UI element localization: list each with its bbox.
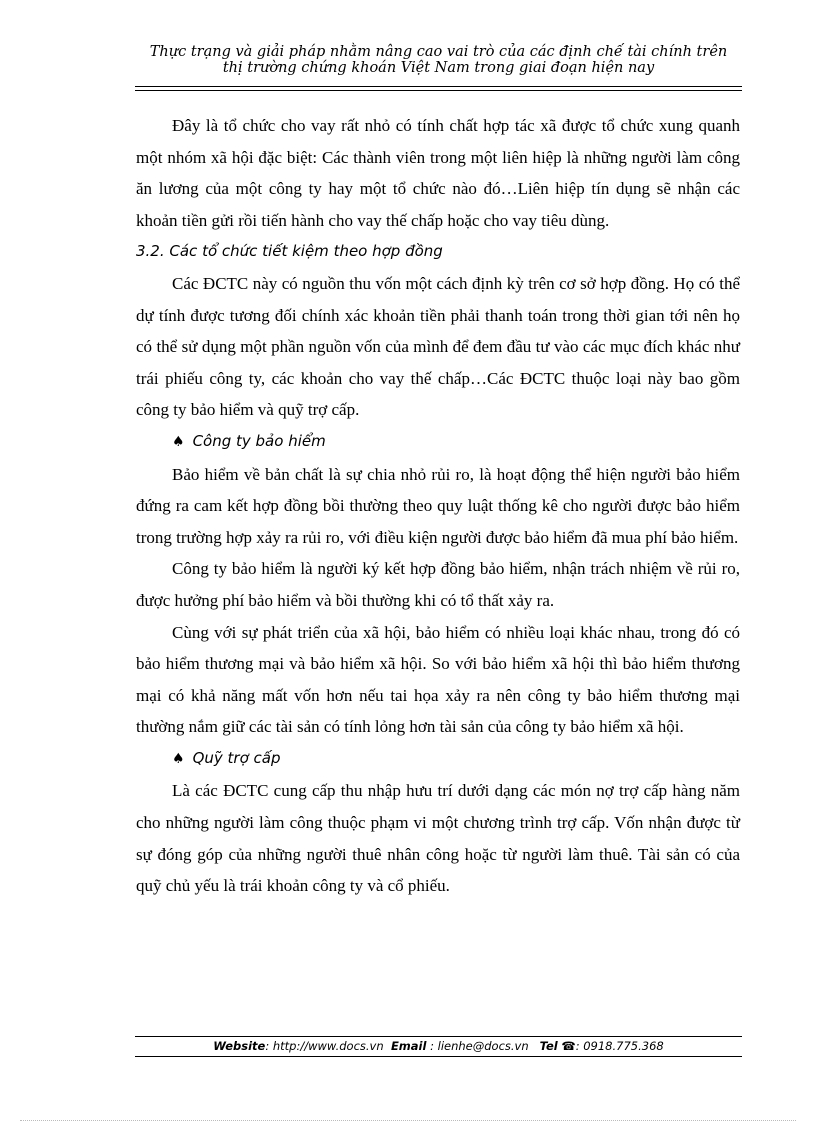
paragraph-insurance-nature: Bảo hiểm về bản chất là sự chia nhỏ rủi ro, là hoạt động thể hiện người bảo hiểm đứng ra cam kết hợp đồng bồi thường theo quy luật thống kê cho người được bảo hiểm trong trường hợp xảy ra rủi ro, với điều kiện người được bảo hiểm đã mua phí bảo hiểm. <box>136 464 740 547</box>
page-header <box>135 44 742 76</box>
bullet-insurance-label: Công ty bảo hiểm <box>192 431 326 450</box>
document-body <box>136 110 740 902</box>
page-edge-dotted <box>20 1120 796 1121</box>
footer-tel-label: Tel <box>539 1039 558 1053</box>
bullet-insurance-company <box>136 426 740 459</box>
footer-email-label: Email <box>390 1039 427 1053</box>
header-line-2: thị trường chứng khoán Việt Nam trong giai đoạn hiện nay <box>222 60 655 76</box>
header-rule-thick <box>135 90 742 91</box>
paragraph-contractual-savings: Các ĐCTC này có nguồn thu vốn một cách định kỳ trên cơ sở hợp đồng. Họ có thể dự tính được tương đối chính xác khoản tiền phải thanh toán trong thời gian tới nên họ có thể sử dụng một phần nguồn vốn của mình để đem đầu tư vào các mục đích khác như trái phiếu công ty, các khoản cho vay thế chấp…Các ĐCTC thuộc loại này bao gồm công ty bảo hiểm và quỹ trợ cấp. <box>136 273 740 420</box>
spade-bullet-icon: ♠ <box>172 433 185 450</box>
phone-icon: ☎ <box>561 1039 576 1053</box>
footer-email-link[interactable]: : lienhe@docs.vn <box>426 1039 529 1053</box>
footer-website-label: Website <box>213 1039 266 1053</box>
footer-website-link[interactable]: : http://www.docs.vn <box>265 1039 384 1053</box>
footer-rule-bottom <box>135 1056 742 1057</box>
bullet-pension-label: Quỹ trợ cấp <box>192 748 281 767</box>
paragraph-credit-union: Đây là tổ chức cho vay rất nhỏ có tính chất hợp tác xã được tổ chức xung quanh một nhóm xã hội đặc biệt: Các thành viên trong một liên hiệp là những người làm công ăn lương của một công ty hay một tổ chức nào đó…Liên hiệp tín dụng sẽ nhận các khoản tiền gửi rồi tiến hành cho vay thế chấp hoặc cho vay tiêu dùng. <box>136 116 740 230</box>
page-footer <box>135 1039 742 1053</box>
footer-tel-value: : 0918.775.368 <box>575 1039 664 1053</box>
paragraph-pension-fund: Là các ĐCTC cung cấp thu nhập hưu trí dưới dạng các món nợ trợ cấp hàng năm cho những người làm công thuộc phạm vi một chương trình trợ cấp. Vốn nhận được từ sự đóng góp của những người thuê nhân công hoặc từ người làm thuê. Tài sản có của quỹ chủ yếu là trái khoản công ty và cổ phiếu. <box>136 781 740 896</box>
paragraph-insurance-company: Công ty bảo hiểm là người ký kết hợp đồng bảo hiểm, nhận trách nhiệm về rủi ro, được hưởng phí bảo hiểm và bồi thường khi có tổ thất xảy ra. <box>136 559 740 610</box>
bullet-pension-fund <box>136 743 740 776</box>
section-heading-3-2: 3.2. Các tổ chức tiết kiệm theo hợp đồng <box>136 242 443 261</box>
header-rule-thin <box>135 86 742 87</box>
footer-rule-top <box>135 1036 742 1037</box>
spade-bullet-icon: ♠ <box>172 750 185 767</box>
header-line-1: Thực trạng và giải pháp nhằm nâng cao vai trò của các định chế tài chính trên <box>149 44 728 60</box>
paragraph-insurance-types: Cùng với sự phát triển của xã hội, bảo hiểm có nhiều loại khác nhau, trong đó có bảo hiểm thương mại và bảo hiểm xã hội. So với bảo hiểm xã hội thì bảo hiểm thương mại có khả năng mất vốn hơn nếu tai họa xảy ra nên công ty bảo hiểm thương mại thường nắm giữ các tài sản có tính lỏng hơn tài sản của công ty bảo hiểm xã hội. <box>136 622 740 737</box>
